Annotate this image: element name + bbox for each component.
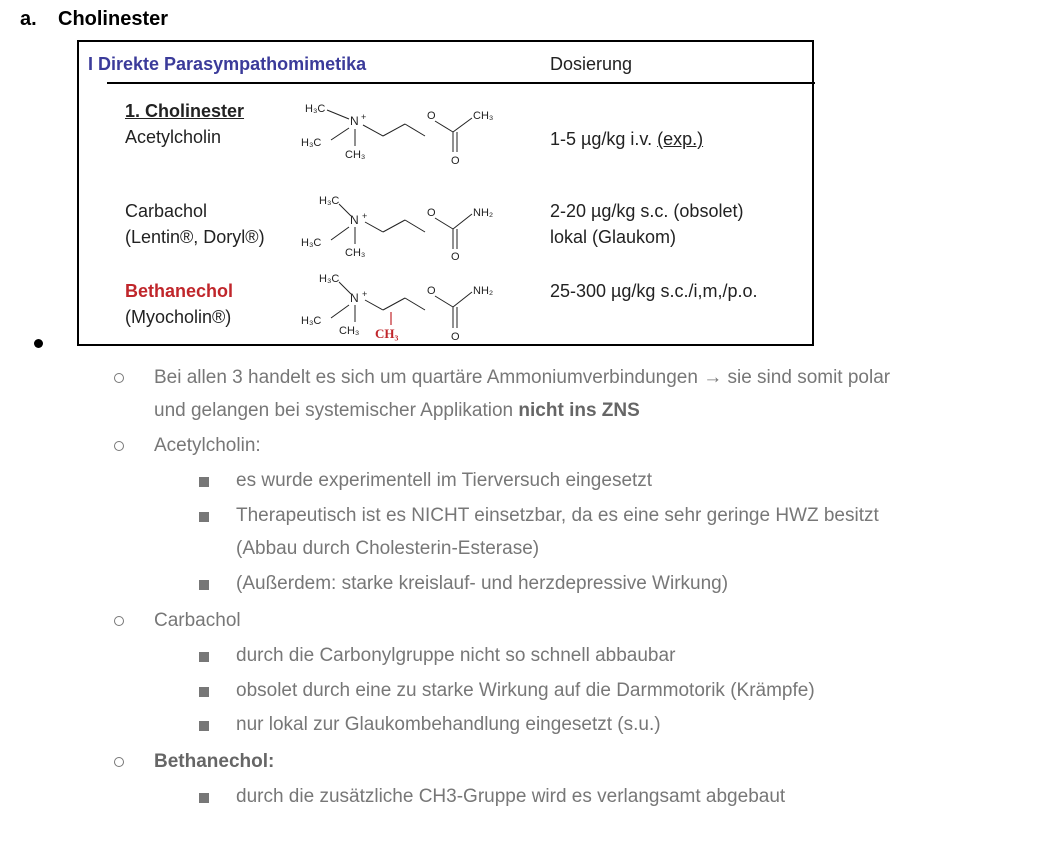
carbachol-dose — [550, 198, 743, 250]
drug-name: Bethanechol — [125, 281, 234, 301]
list-item: obsolet durch eine zu starke Wirkung auf die Darmmotorik (Krämpfe) — [236, 680, 815, 701]
struct-plus: + — [362, 289, 368, 299]
struct-ch3-bottom: CH₃ — [345, 149, 366, 161]
struct-tail: NH₂ — [473, 207, 494, 219]
struct-h3c-top: H₃C — [319, 273, 340, 285]
struct-h3c-top: H₃C — [305, 103, 326, 115]
struct-h3c-top: H₃C — [319, 195, 340, 207]
dose-text: 1-5 µg/kg i.v. — [550, 129, 658, 149]
dose-line-2: lokal (Glaukom) — [550, 227, 677, 247]
note-bethanechol-title: Bethanechol: — [154, 751, 275, 772]
struct-tail: NH₂ — [473, 285, 494, 297]
struct-o-bottom: O — [451, 251, 460, 263]
bullet-dot — [34, 339, 43, 348]
row-acetylcholin-name — [125, 98, 244, 150]
square-bullet — [199, 652, 209, 662]
bethanechol-structure — [301, 270, 525, 344]
square-bullet — [199, 721, 209, 731]
struct-o: O — [427, 285, 436, 297]
list-item: durch die zusätzliche CH3-Gruppe wird es verlangsamt abgebaut — [236, 786, 786, 807]
row-carbachol-name — [125, 198, 265, 250]
struct-tail: CH₃ — [473, 110, 494, 122]
carbachol-structure — [301, 192, 525, 263]
list-item: durch die Carbonylgruppe nicht so schnell abbaubar — [236, 645, 676, 666]
circle-bullet — [114, 757, 124, 767]
drug-brands: (Lentin®, Doryl®) — [125, 227, 265, 247]
struct-n: N — [350, 213, 359, 227]
list-item: es wurde experimentell im Tierversuch eingesetzt — [236, 470, 653, 491]
circle-bullet — [114, 373, 124, 383]
section-letter: a. — [20, 8, 37, 30]
struct-plus: + — [361, 112, 367, 122]
circle-bullet — [114, 616, 124, 626]
square-bullet — [199, 580, 209, 590]
struct-o: O — [427, 110, 436, 122]
note-carbachol-title: Carbachol — [154, 610, 241, 631]
circle-bullet — [114, 441, 124, 451]
struct-h3c-left: H₃C — [301, 237, 322, 249]
dose-line-1: 2-20 µg/kg s.c. (obsolet) — [550, 201, 744, 221]
struct-o-bottom: O — [451, 155, 460, 167]
drug-name: Carbachol — [125, 201, 208, 221]
acetylcholin-structure — [301, 98, 525, 167]
square-bullet — [199, 477, 209, 487]
note-polarity-bold: nicht ins ZNS — [518, 400, 640, 421]
group-label: 1. Cholinester — [125, 101, 245, 121]
list-item: nur lokal zur Glaukombehandlung eingesetzt (s.u.) — [236, 714, 661, 735]
row-bethanechol-name — [125, 278, 233, 330]
struct-n: N — [350, 291, 359, 305]
note-acetylcholin-title: Acetylcholin: — [154, 435, 261, 456]
struct-h3c-left: H₃C — [301, 315, 322, 327]
header-rule — [107, 82, 815, 84]
struct-n: N — [350, 114, 359, 128]
struct-h3c-left: H₃C — [301, 137, 322, 149]
note-polarity-line2: und gelangen bei systemischer Applikation nicht ins ZNS — [154, 400, 640, 421]
square-bullet — [199, 687, 209, 697]
square-bullet — [199, 512, 209, 522]
struct-o: O — [427, 207, 436, 219]
struct-ch3-red: CH₃ — [375, 326, 399, 341]
struct-o-bottom: O — [451, 331, 460, 343]
section-title: Cholinester — [58, 8, 169, 30]
drug-table-figure — [77, 40, 814, 346]
list-item: Therapeutisch ist es NICHT einsetzbar, da es eine sehr geringe HWZ besitzt (Abbau durch Cholesterin-Esterase) — [236, 505, 879, 559]
struct-plus: + — [362, 211, 368, 221]
note-polarity — [154, 361, 890, 427]
bethanechol-dose: 25-300 µg/kg s.c./i,m,/p.o. — [550, 281, 758, 301]
section-heading — [20, 8, 168, 31]
drug-name: Acetylcholin — [125, 127, 222, 147]
note-polarity-line1: Bei allen 3 handelt es sich um quartäre Ammoniumverbindungen → sie sind somit polar — [154, 367, 891, 388]
dosage-header: Dosierung — [550, 54, 633, 74]
figure-title: I Direkte Parasympathomimetika — [88, 54, 367, 74]
acetylcholin-dose — [550, 126, 703, 152]
struct-ch3-bottom: CH₃ — [339, 325, 360, 337]
dose-exp-link: (exp.) — [657, 129, 704, 149]
list-item: (Außerdem: starke kreislauf- und herzdepressive Wirkung) — [236, 573, 729, 594]
struct-ch3-bottom: CH₃ — [345, 247, 366, 259]
drug-brands: (Myocholin®) — [125, 307, 232, 327]
square-bullet — [199, 793, 209, 803]
